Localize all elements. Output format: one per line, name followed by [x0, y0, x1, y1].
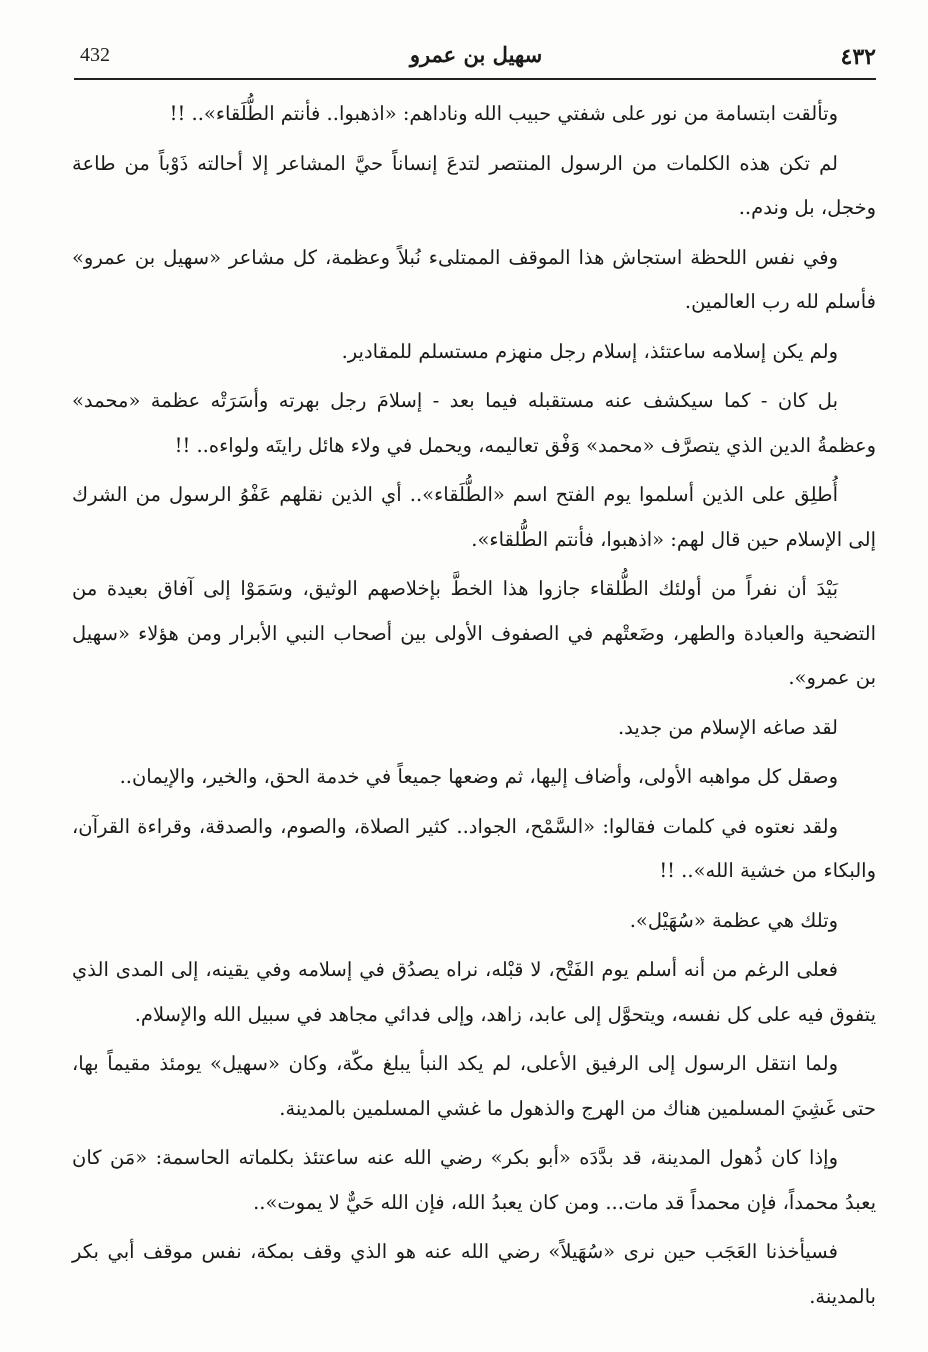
page-header	[70, 34, 882, 74]
paragraph: وتلك هي عظمة «سُهَيْل».	[629, 908, 838, 932]
paragraph: وتألقت ابتسامة من نور على شفتي حبيب الله وناداهم: «اذهبوا.. فأنتم الطُّلَقاء».. !!	[169, 102, 838, 125]
paragraph: وصقل كل مواهبه الأولى، وأضاف إليها، ثم وضعها جميعاً في خدمة الحق، والخير، والإيمان..	[119, 765, 838, 788]
body-text	[72, 92, 876, 1324]
paragraph: ولقد نعتوه في كلمات فقالوا: «السَّمْح، الجواد.. كثير الصلاة، والصوم، والصدقة، وقراءة القرآن، والبكاء من خشية الله».. !!	[72, 814, 876, 882]
paragraph: أُطلِق على الذين أسلموا يوم الفتح اسم «الطُّلَقاء».. أي الذين نقلهم عَفْوُ الرسول من الشرك إلى الإسلام حين قال لهم: «اذهبوا، فأنتم الطُّلقاء».	[72, 483, 876, 551]
paragraph: وفي نفس اللحظة استجاش هذا الموقف الممتلىء نُبلاً وعظمة، كل مشاعر «سهيل بن عمرو» فأسلم لله رب العالمين.	[72, 245, 876, 313]
paragraph: ولما انتقل الرسول إلى الرفيق الأعلى، لم يكد النبأ يبلغ مكّة، وكان «سهيل» يومئذ مقيماً بها، حتى غَشِيَ المسلمين هناك من الهرج والذهول ما غشي المسلمين بالمدينة.	[72, 1052, 876, 1120]
paragraph: فعلى الرغم من أنه أسلم يوم الفَتْح، لا قبْله، نراه يصدُق في إسلامه وفي يقينه، إلى المدى الذي يتفوق فيه على كل نفسه، ويتحوَّل إلى عابد، زاهد، وإلى فدائي مجاهد في سبيل الله والإسلام.	[72, 958, 876, 1026]
page-number-arabic: ٤٣٢	[840, 44, 876, 70]
paragraph: لقد صاغه الإسلام من جديد.	[617, 715, 838, 739]
running-title: سهيل بن عمرو	[409, 42, 543, 67]
paragraph: وإذا كان ذُهول المدينة، قد بدَّدَه «أبو بكر» رضي الله عنه ساعتئذ بكلماته الحاسمة: «مَن كان يعبدُ محمداً، فإن محمداً قد مات... ومن كان يعبدُ الله، فإن الله حَيٌّ لا يموت»..	[72, 1146, 876, 1214]
paragraph: لم تكن هذه الكلمات من الرسول المنتصر لتدعَ إنساناً حيَّ المشاعر إلا أحالته ذَوْباً من طاعة وخجل، بل وندم..	[72, 151, 876, 219]
paragraph: فسيأخذنا العَجَب حين نرى «سُهَيلاً» رضي الله عنه هو الذي وقف بمكة، نفس موقف أبي بكر بالمدينة.	[72, 1240, 876, 1308]
header-rule	[74, 78, 876, 80]
page-number-latin: 432	[80, 44, 110, 66]
paragraph: ولم يكن إسلامه ساعتئذ، إسلام رجل منهزم مستسلم للمقادير.	[341, 339, 838, 363]
paragraph: بَيْدَ أن نفراً من أولئك الطُّلقاء جازوا هذا الخطَّ بإخلاصهم الوثيق، وسَمَوْا إلى آفاق بعيدة من التضحية والعبادة والطهر، وضَعتْهم في الصفوف الأولى بين أصحاب النبي الأبرار ومن هؤلاء «سهيل بن عمرو».	[72, 577, 876, 689]
paragraph: بل كان - كما سيكشف عنه مستقبله فيما بعد - إسلامَ رجل بهرته وأسَرَتْه عظمة «محمد» وعظمةُ الدين الذي يتصرَّف «محمد» وَفْق تعاليمه، ويحمل في ولاء هائل رايتَه ولواءه.. !!	[72, 389, 876, 457]
